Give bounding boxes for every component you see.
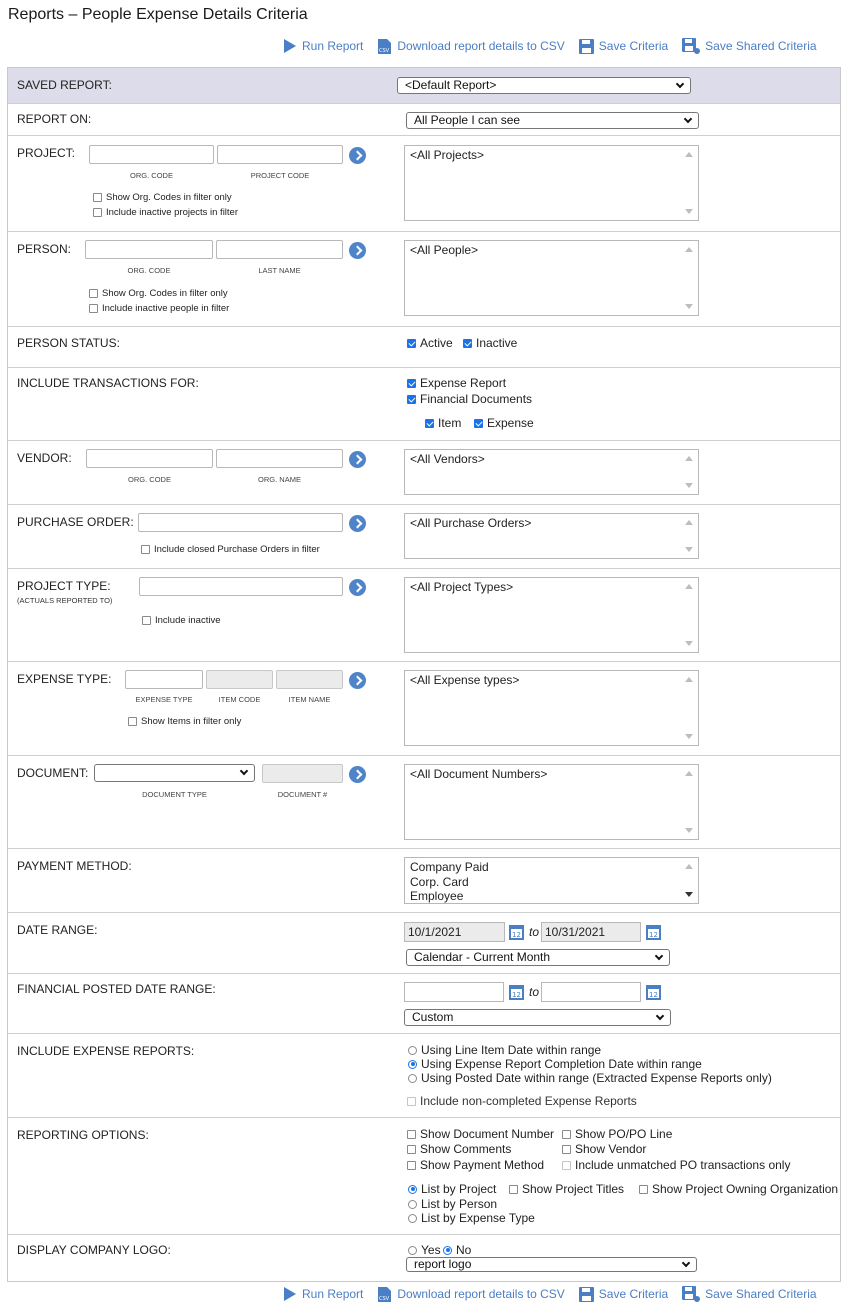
expense-type-list[interactable]: <All Expense types>: [404, 670, 699, 746]
item-name-input[interactable]: [276, 670, 343, 689]
document-number-caption: DOCUMENT #: [277, 790, 328, 799]
svg-text:12: 12: [512, 931, 521, 939]
payment-method-label: PAYMENT METHOD:: [17, 859, 132, 873]
fin-date-to-input[interactable]: [541, 982, 641, 1002]
document-type-caption: DOCUMENT TYPE: [142, 790, 207, 799]
fin-date-from-input[interactable]: [404, 982, 504, 1002]
report-on-label: REPORT ON:: [17, 112, 92, 126]
list-item[interactable]: Corp. Card: [410, 874, 469, 889]
document-label: DOCUMENT:: [17, 766, 89, 780]
csv-file-icon: [377, 1286, 392, 1303]
unmatched-po-checkbox[interactable]: Include unmatched PO transactions only: [562, 1158, 790, 1172]
chevron-down-icon: [240, 767, 248, 775]
project-type-input[interactable]: [139, 577, 343, 596]
include-closed-po-checkbox[interactable]: Include closed Purchase Orders in filter: [141, 544, 320, 555]
date-preset-select[interactable]: Calendar - Current Month: [406, 949, 670, 966]
project-include-inactive-checkbox[interactable]: Include inactive projects in filter: [93, 207, 238, 218]
project-go-button[interactable]: [349, 147, 366, 164]
play-icon: [283, 39, 297, 53]
chevron-down-icon: [682, 1259, 690, 1267]
show-project-titles-checkbox[interactable]: Show Project Titles: [509, 1182, 624, 1196]
show-project-owning-org-checkbox[interactable]: Show Project Owning Organization: [639, 1182, 838, 1196]
person-row: [8, 232, 840, 327]
item-code-caption: ITEM CODE: [218, 695, 261, 704]
save-criteria-button[interactable]: Save Criteria: [579, 1287, 668, 1302]
save-criteria-button[interactable]: Save Criteria: [579, 39, 668, 54]
project-type-label: PROJECT TYPE:: [17, 579, 111, 593]
calendar-icon[interactable]: [509, 983, 524, 1000]
include-non-completed-checkbox[interactable]: Include non-completed Expense Reports: [407, 1094, 637, 1108]
reporting-options-row: [8, 1118, 840, 1235]
vendor-list[interactable]: <All Vendors>: [404, 449, 699, 495]
shared-save-icon: [682, 38, 700, 54]
document-number-input[interactable]: [262, 764, 343, 783]
scrollbar[interactable]: [681, 241, 698, 315]
document-go-button[interactable]: [349, 766, 366, 783]
calendar-icon[interactable]: [646, 923, 661, 940]
play-icon: [283, 1287, 297, 1301]
svg-text:12: 12: [512, 991, 521, 999]
item-name-caption: ITEM NAME: [288, 695, 331, 704]
expense-type-row: [8, 662, 840, 756]
project-code-input[interactable]: [217, 145, 343, 164]
list-by-project-radio[interactable]: List by Project: [408, 1182, 496, 1196]
payment-method-row: [8, 849, 840, 913]
date-range-row: [8, 913, 840, 974]
status-active-checkbox[interactable]: Active: [407, 336, 453, 350]
show-payment-method-checkbox[interactable]: Show Payment Method: [407, 1158, 544, 1172]
person-last-name-input[interactable]: [216, 240, 343, 259]
purchase-order-go-button[interactable]: [349, 515, 366, 532]
vendor-go-button[interactable]: [349, 451, 366, 468]
list-item[interactable]: Company Paid: [410, 860, 489, 874]
person-status-row: [8, 327, 840, 368]
expense-report-checkbox[interactable]: Expense Report: [407, 376, 506, 390]
saved-report-select[interactable]: <Default Report>: [397, 77, 691, 94]
show-comments-checkbox[interactable]: Show Comments: [407, 1142, 511, 1156]
expense-type-input[interactable]: [125, 670, 203, 689]
logo-yes-radio[interactable]: Yes: [408, 1243, 441, 1257]
expense-type-go-button[interactable]: [349, 672, 366, 689]
financial-date-range-label: FINANCIAL POSTED DATE RANGE:: [17, 982, 216, 996]
document-list[interactable]: <All Document Numbers>: [404, 764, 699, 840]
financial-documents-checkbox[interactable]: Financial Documents: [407, 392, 532, 406]
reporting-options-label: REPORTING OPTIONS:: [17, 1128, 149, 1142]
fin-date-to-word: to: [529, 985, 540, 999]
project-type-list[interactable]: <All Project Types>: [404, 577, 699, 653]
download-csv-button[interactable]: CSV Download report details to CSV: [379, 39, 565, 54]
chevron-down-icon: [684, 115, 692, 123]
project-list[interactable]: <All Projects>: [404, 145, 699, 221]
scrollbar[interactable]: [681, 671, 698, 745]
expense-type-label: EXPENSE TYPE:: [17, 672, 112, 686]
chevron-down-icon: [656, 1012, 664, 1020]
scrollbar[interactable]: [681, 146, 698, 220]
list-by-person-radio[interactable]: List by Person: [408, 1197, 497, 1211]
floppy-disk-icon: [579, 39, 594, 54]
top-toolbar: [283, 36, 831, 56]
financial-date-range-row: [8, 974, 840, 1034]
scrollbar[interactable]: [681, 514, 698, 558]
company-logo-label: DISPLAY COMPANY LOGO:: [17, 1243, 171, 1257]
person-show-org-codes-checkbox[interactable]: Show Org. Codes in filter only: [89, 288, 228, 299]
svg-text:CSV: CSV: [379, 1295, 390, 1302]
csv-file-icon: [377, 38, 392, 55]
person-last-name-caption: LAST NAME: [258, 266, 301, 275]
report-on-row: [8, 104, 840, 136]
include-expense-reports-label: INCLUDE EXPENSE REPORTS:: [17, 1044, 195, 1058]
person-include-inactive-checkbox[interactable]: Include inactive people in filter: [89, 303, 229, 314]
document-row: [8, 756, 840, 849]
payment-method-list[interactable]: [404, 857, 699, 904]
person-org-code-caption: ORG. CODE: [127, 266, 171, 275]
scrollbar[interactable]: [681, 858, 698, 903]
show-vendor-checkbox[interactable]: Show Vendor: [562, 1142, 646, 1156]
person-go-button[interactable]: [349, 242, 366, 259]
list-item[interactable]: Employee: [410, 889, 464, 903]
person-list[interactable]: <All People>: [404, 240, 699, 316]
saved-report-row: [8, 68, 840, 104]
shared-save-icon: [682, 1286, 700, 1302]
date-from-input[interactable]: 10/1/2021: [404, 922, 505, 942]
date-to-input[interactable]: 10/31/2021: [541, 922, 641, 942]
vendor-org-code-caption: ORG. CODE: [128, 475, 171, 484]
project-type-sublabel: (ACTUALS REPORTED TO): [17, 596, 113, 605]
report-logo-select[interactable]: report logo: [406, 1257, 697, 1272]
purchase-order-label: PURCHASE ORDER:: [17, 515, 134, 529]
floppy-disk-icon: [579, 1287, 594, 1302]
show-po-line-checkbox[interactable]: Show PO/PO Line: [562, 1127, 672, 1141]
expense-type-caption: EXPENSE TYPE: [135, 695, 193, 704]
calendar-icon[interactable]: [509, 923, 524, 940]
project-code-caption: PROJECT CODE: [250, 171, 310, 180]
posted-date-radio[interactable]: Using Posted Date within range (Extracted Expense Reports only): [408, 1071, 772, 1085]
completion-date-radio[interactable]: Using Expense Report Completion Date within range: [408, 1057, 702, 1071]
purchase-order-input[interactable]: [138, 513, 343, 532]
show-items-only-checkbox[interactable]: Show Items in filter only: [128, 716, 241, 727]
purchase-order-row: [8, 505, 840, 569]
criteria-form: [7, 67, 841, 1282]
purchase-order-list[interactable]: <All Purchase Orders>: [404, 513, 699, 559]
project-label: PROJECT:: [17, 146, 76, 160]
vendor-org-code-input[interactable]: [86, 449, 213, 468]
vendor-label: VENDOR:: [17, 451, 72, 465]
project-org-code-caption: ORG. CODE: [130, 171, 173, 180]
chevron-down-icon: [676, 80, 684, 88]
chevron-down-icon: [655, 952, 663, 960]
download-csv-button[interactable]: CSV Download report details to CSV: [379, 1287, 565, 1302]
svg-text:12: 12: [649, 931, 658, 939]
run-report-button[interactable]: Run Report: [283, 1287, 363, 1301]
scrollbar[interactable]: [681, 765, 698, 839]
scrollbar[interactable]: [681, 450, 698, 494]
item-code-input[interactable]: [206, 670, 273, 689]
svg-text:12: 12: [649, 991, 658, 999]
scrollbar[interactable]: [681, 578, 698, 652]
vendor-row: [8, 441, 840, 505]
date-to-word: to: [529, 925, 540, 939]
person-status-label: PERSON STATUS:: [17, 336, 120, 350]
page-title: Reports – People Expense Details Criteria: [8, 6, 308, 23]
project-type-row: [8, 569, 840, 662]
include-transactions-label: INCLUDE TRANSACTIONS FOR:: [17, 376, 199, 390]
include-transactions-row: [8, 368, 840, 441]
logo-no-radio[interactable]: No: [443, 1243, 471, 1257]
person-label: PERSON:: [17, 242, 72, 256]
bottom-toolbar: [283, 1284, 831, 1304]
project-type-go-button[interactable]: [349, 579, 366, 596]
saved-report-label: SAVED REPORT:: [17, 78, 112, 92]
document-type-select[interactable]: [94, 764, 255, 782]
include-expense-reports-row: [8, 1034, 840, 1118]
report-on-select[interactable]: All People I can see: [406, 112, 699, 129]
list-by-expense-type-radio[interactable]: List by Expense Type: [408, 1211, 535, 1225]
save-shared-criteria-button[interactable]: Save Shared Criteria: [682, 38, 816, 54]
project-org-code-input[interactable]: [89, 145, 214, 164]
line-item-date-radio[interactable]: Using Line Item Date within range: [408, 1043, 601, 1057]
vendor-org-name-caption: ORG. NAME: [258, 475, 301, 484]
vendor-org-name-input[interactable]: [216, 449, 343, 468]
save-shared-criteria-button[interactable]: Save Shared Criteria: [682, 1286, 816, 1302]
person-org-code-input[interactable]: [85, 240, 213, 259]
project-type-include-inactive-checkbox[interactable]: Include inactive: [142, 615, 220, 626]
svg-text:CSV: CSV: [379, 47, 390, 54]
status-inactive-checkbox[interactable]: Inactive: [463, 336, 517, 350]
item-checkbox[interactable]: Item: [425, 416, 461, 430]
show-document-number-checkbox[interactable]: Show Document Number: [407, 1127, 554, 1141]
project-row: [8, 136, 840, 232]
run-report-button[interactable]: Run Report: [283, 39, 363, 53]
company-logo-row: [8, 1235, 840, 1281]
project-show-org-codes-checkbox[interactable]: Show Org. Codes in filter only: [93, 192, 232, 203]
fin-date-preset-select[interactable]: Custom: [404, 1009, 671, 1026]
expense-checkbox[interactable]: Expense: [474, 416, 534, 430]
calendar-icon[interactable]: [646, 983, 661, 1000]
date-range-label: DATE RANGE:: [17, 923, 98, 937]
